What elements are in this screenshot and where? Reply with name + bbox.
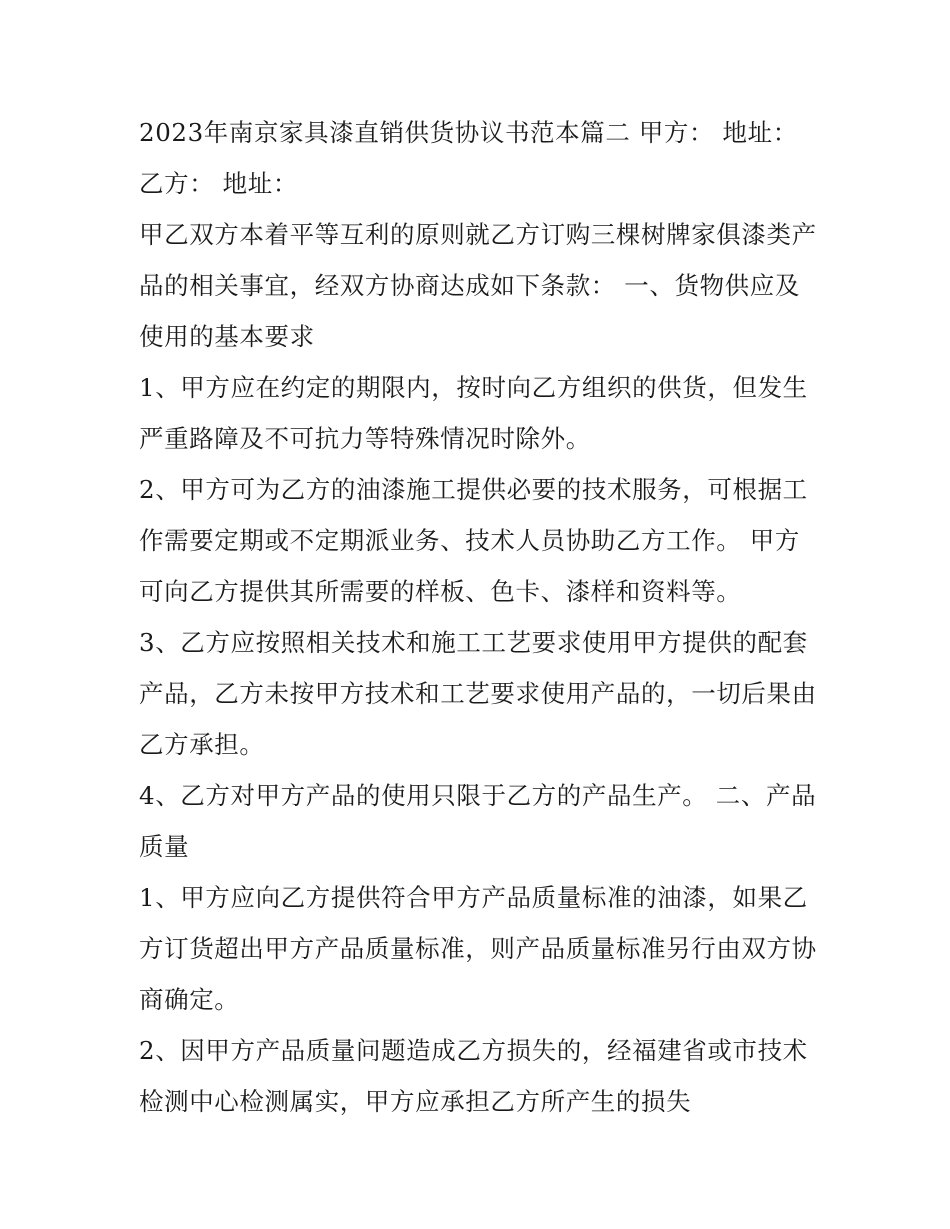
document-title-paragraph: 2023年南京家具漆直销供货协议书范本篇二 甲方： 地址： 乙方： 地址： (139, 118, 798, 198)
clause-paragraph: 1、甲方应向乙方提供符合甲方产品质量标准的油漆，如果乙方订货超出甲方产品质量标准，则产品质量标准另行由双方协商确定。 (139, 883, 817, 1014)
clause-paragraph: 4、乙方对甲方产品的使用只限于乙方的产品生产。 二、产品质量 (139, 781, 817, 861)
document-page (139, 107, 819, 1127)
clause-paragraph: 3、乙方应按照相关技术和施工工艺要求使用甲方提供的配套产品，乙方未按甲方技术和工艺要求使用产品的，一切后果由乙方承担。 (139, 628, 817, 759)
clause-paragraph: 2、甲方可为乙方的油漆施工提供必要的技术服务，可根据工作需要定期或不定期派业务、技术人员协助乙方工作。 甲方可向乙方提供其所需要的样板、色卡、漆样和资料等。 (139, 475, 808, 606)
clause-paragraph: 2、因甲方产品质量问题造成乙方损失的，经福建省或市技术检测中心检测属实，甲方应承担乙方所产生的损失 (139, 1036, 808, 1116)
intro-paragraph: 甲乙双方本着平等互利的原则就乙方订购三棵树牌家俱漆类产品的相关事宜，经双方协商达成如下条款： 一、货物供应及使用的基本要求 (139, 220, 817, 351)
clause-paragraph: 1、甲方应在约定的期限内，按时向乙方组织的供货，但发生严重路障及不可抗力等特殊情况时除外。 (139, 373, 808, 453)
